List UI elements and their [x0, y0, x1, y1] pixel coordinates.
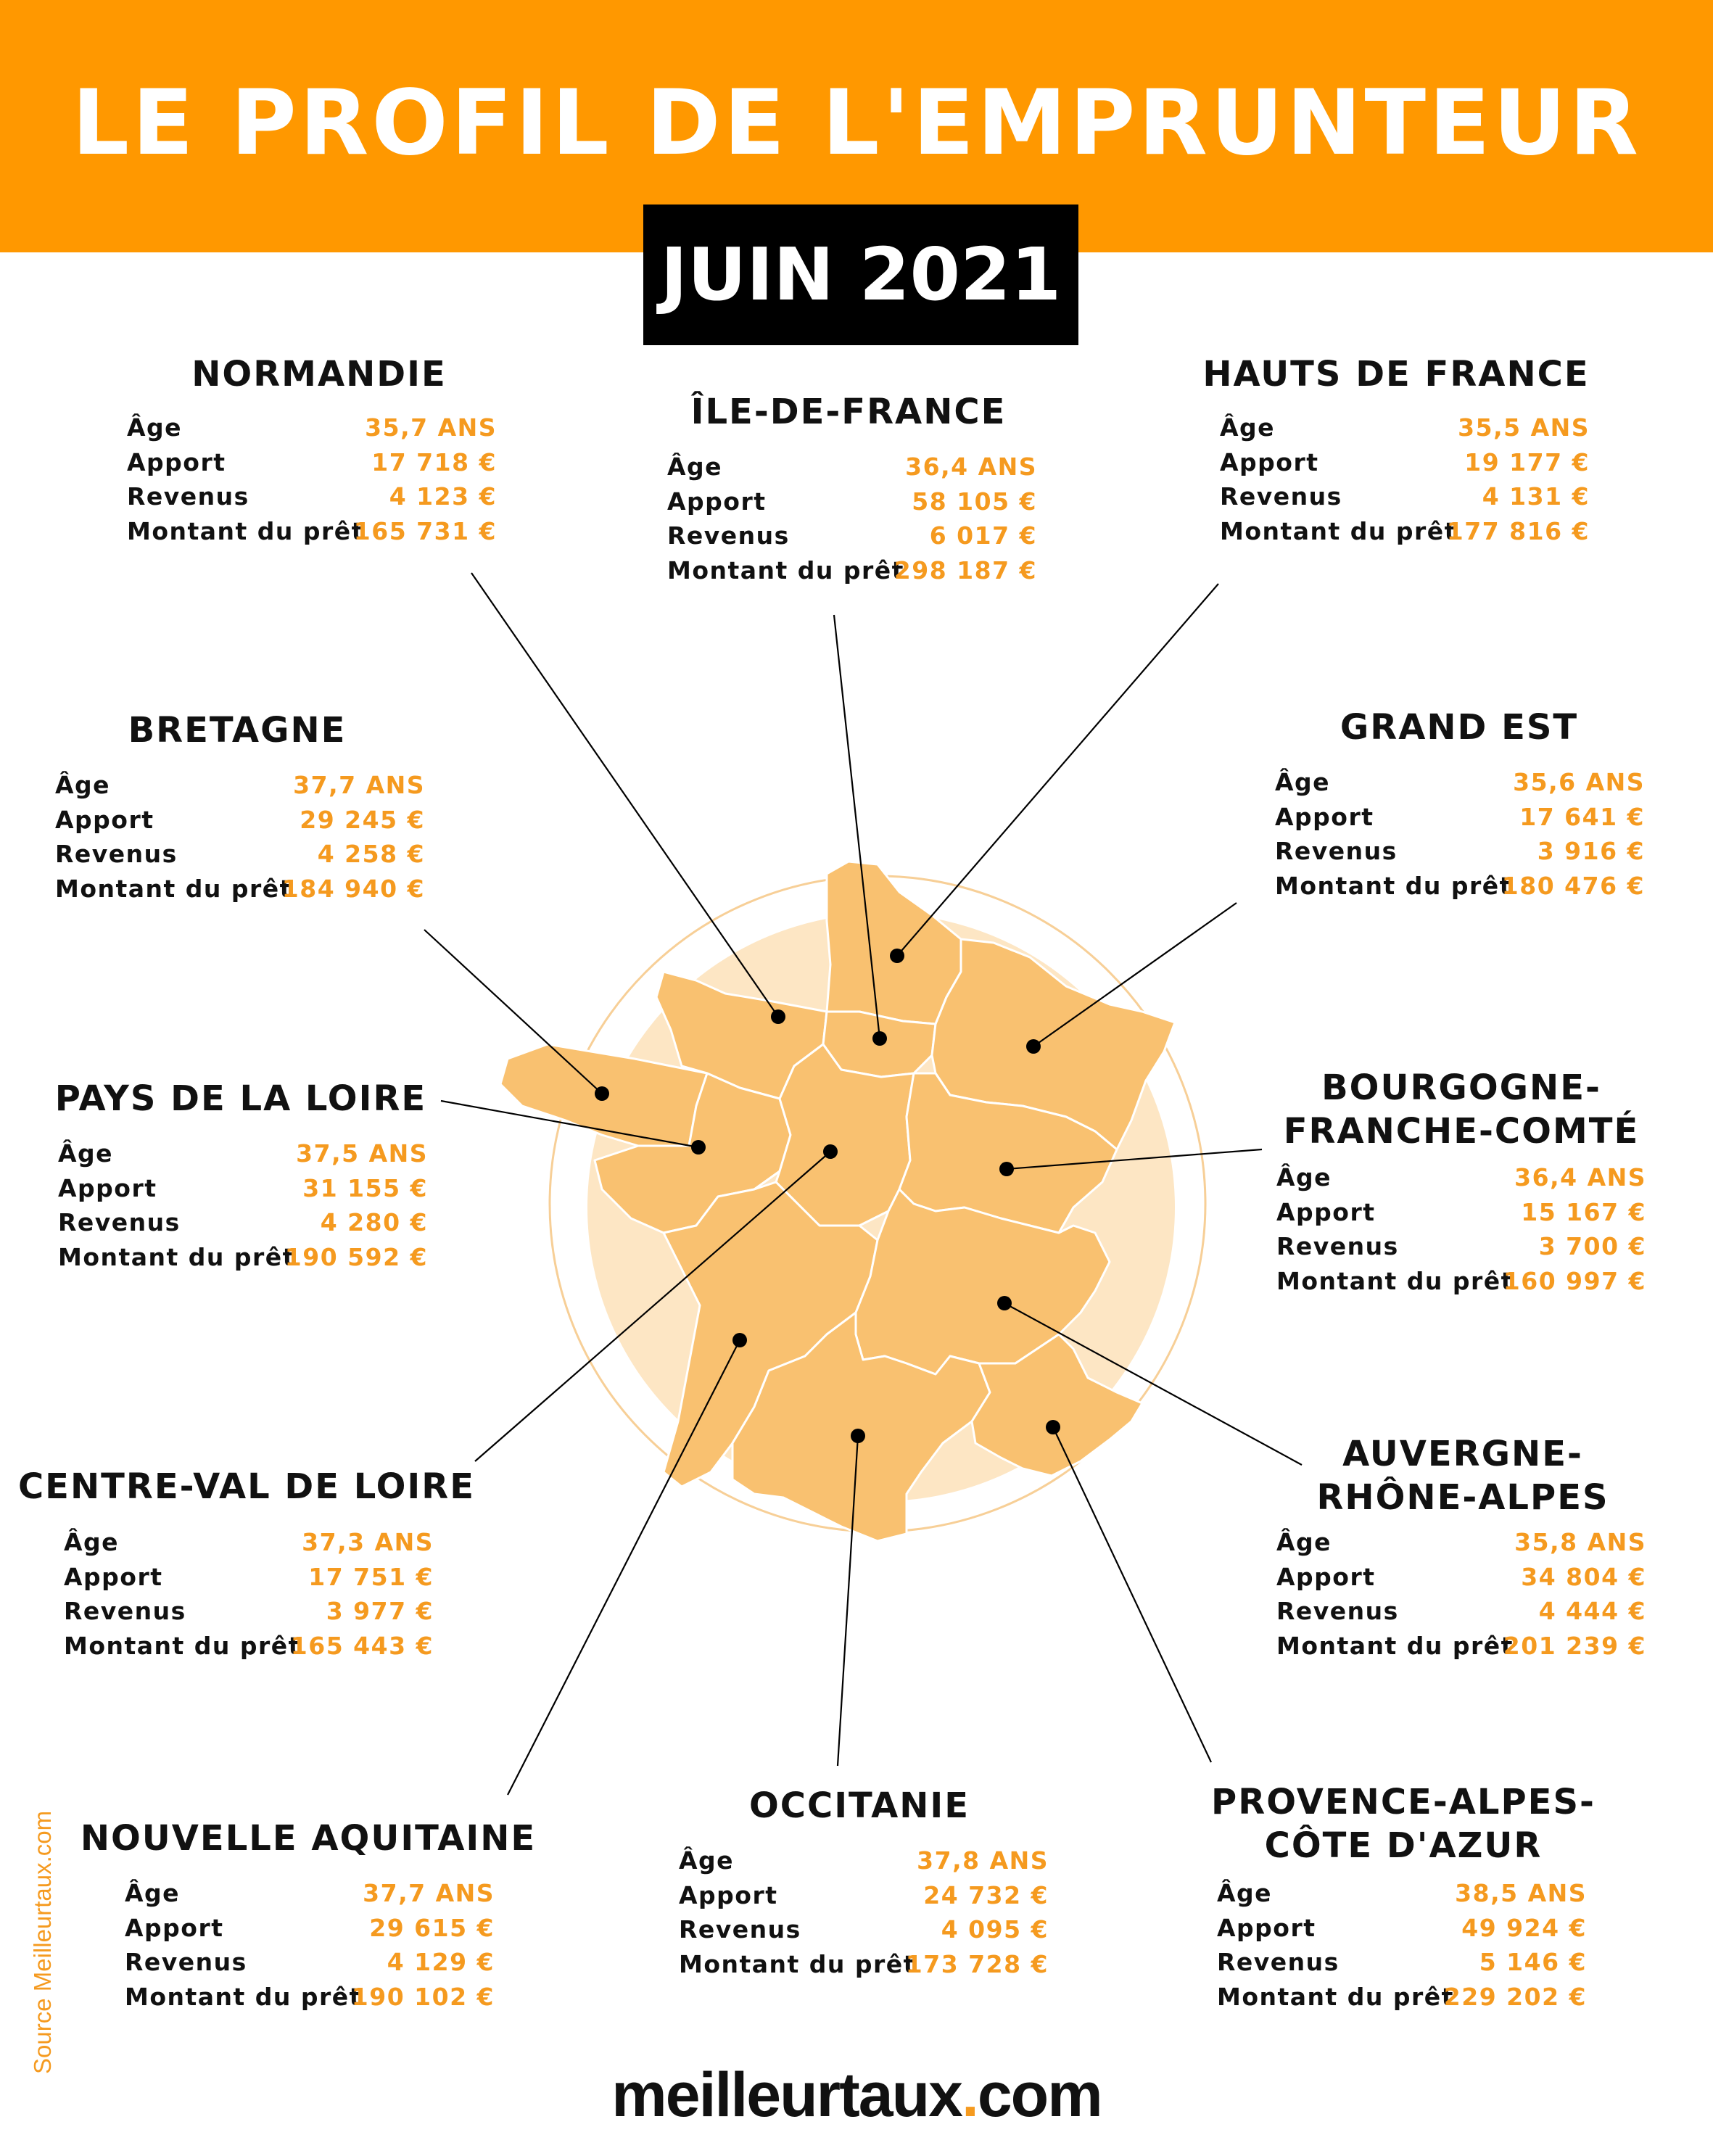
- stat-row-age: [1220, 413, 1590, 448]
- stat-label-revenus: Revenus: [679, 1915, 801, 1944]
- stat-label-revenus: Revenus: [1276, 1232, 1399, 1260]
- stat-label-age: Âge: [1217, 1879, 1273, 1907]
- stat-value-age: 35,5 ANS: [1458, 413, 1590, 442]
- region-title-normandie: NORMANDIE: [191, 354, 447, 395]
- stat-value-montant: 190 102 €: [351, 1982, 495, 2011]
- page-title: LE PROFIL DE L'EMPRUNTEUR: [72, 71, 1641, 175]
- stat-row-apport: [64, 1563, 434, 1598]
- stat-value-revenus: 4 131 €: [1482, 482, 1590, 511]
- stat-row-montant: [127, 517, 497, 552]
- region-title-auvergne-rhone-alpes: AUVERGNE- RHÔNE-ALPES: [1316, 1434, 1609, 1518]
- stat-value-age: 37,8 ANS: [917, 1846, 1049, 1875]
- stat-row-montant: [1217, 1983, 1587, 2017]
- stat-row-apport: [667, 487, 1037, 522]
- stat-value-montant: 165 731 €: [353, 516, 497, 545]
- map-marker-centre-val-de-loire[interactable]: [823, 1144, 838, 1159]
- stat-value-age: 37,7 ANS: [363, 1879, 495, 1907]
- stat-value-age: 36,4 ANS: [905, 453, 1037, 481]
- logo-dot: .: [961, 2060, 978, 2130]
- map-marker-provence-alpes-cote-dazur[interactable]: [1046, 1420, 1060, 1434]
- stat-label-revenus: Revenus: [667, 521, 790, 550]
- stat-row-revenus: [1276, 1597, 1646, 1632]
- stat-label-apport: Apport: [127, 447, 226, 476]
- stat-row-montant: [1275, 872, 1645, 906]
- stat-label-revenus: Revenus: [127, 482, 249, 511]
- stat-row-revenus: [1275, 837, 1645, 872]
- stat-label-montant: Montant du prêt: [64, 1631, 301, 1660]
- stat-value-age: 37,5 ANS: [296, 1139, 428, 1168]
- stat-row-revenus: [55, 840, 425, 875]
- stat-value-revenus: 3 916 €: [1537, 837, 1645, 865]
- region-title-provence-alpes-cote-dazur: PROVENCE-ALPES- CÔTE D'AZUR: [1211, 1782, 1596, 1866]
- stat-value-montant: 177 816 €: [1446, 516, 1590, 545]
- leader-line-provence-alpes-cote-dazur: [1053, 1427, 1211, 1762]
- leader-line-nouvelle-aquitaine: [508, 1340, 740, 1795]
- map-marker-bourgogne-franche-comte[interactable]: [999, 1162, 1014, 1176]
- stat-label-revenus: Revenus: [58, 1208, 181, 1236]
- stat-label-age: Âge: [679, 1846, 735, 1875]
- stat-row-montant: [1276, 1632, 1646, 1666]
- stat-row-age: [1217, 1879, 1587, 1914]
- region-stats-hauts-de-france: [1220, 413, 1590, 551]
- stat-label-apport: Apport: [1276, 1197, 1376, 1226]
- stat-value-age: 37,3 ANS: [302, 1528, 434, 1556]
- stat-row-age: [1276, 1163, 1646, 1198]
- stat-label-montant: Montant du prêt: [55, 874, 292, 903]
- stat-value-montant: 184 940 €: [281, 874, 425, 903]
- stat-row-montant: [679, 1950, 1049, 1985]
- stat-label-age: Âge: [1275, 768, 1331, 796]
- stat-label-montant: Montant du prêt: [1275, 871, 1512, 900]
- stat-value-revenus: 4 258 €: [317, 840, 425, 868]
- stat-label-montant: Montant du prêt: [125, 1982, 362, 2011]
- stat-row-apport: [679, 1881, 1049, 1916]
- stat-value-age: 36,4 ANS: [1514, 1163, 1646, 1191]
- region-shape-hauts-de-france[interactable]: [827, 862, 961, 1024]
- map-marker-normandie[interactable]: [771, 1009, 785, 1024]
- region-stats-bretagne: [55, 771, 425, 909]
- stat-label-montant: Montant du prêt: [1217, 1982, 1454, 2011]
- stat-value-age: 37,7 ANS: [293, 771, 425, 799]
- stat-row-apport: [1220, 448, 1590, 483]
- map-marker-ile-de-france[interactable]: [872, 1031, 887, 1046]
- stat-label-apport: Apport: [1275, 802, 1374, 831]
- stat-row-montant: [667, 556, 1037, 591]
- stat-row-revenus: [125, 1948, 495, 1983]
- stat-label-age: Âge: [1220, 413, 1276, 442]
- region-title-occitanie: OCCITANIE: [748, 1785, 970, 1826]
- stat-row-apport: [1275, 803, 1645, 838]
- stat-value-apport: 29 615 €: [369, 1913, 495, 1942]
- stat-row-revenus: [679, 1915, 1049, 1950]
- stat-value-apport: 15 167 €: [1521, 1197, 1646, 1226]
- map-marker-nouvelle-aquitaine[interactable]: [732, 1333, 747, 1347]
- region-stats-pays-de-la-loire: [58, 1139, 428, 1277]
- region-stats-provence-alpes-cote-dazur: [1217, 1879, 1587, 2017]
- stat-row-apport: [125, 1914, 495, 1949]
- stat-value-revenus: 5 146 €: [1479, 1948, 1587, 1976]
- stat-row-age: [1275, 768, 1645, 803]
- stat-value-revenus: 4 123 €: [389, 482, 497, 511]
- stat-value-montant: 180 476 €: [1501, 871, 1645, 900]
- region-title-centre-val-de-loire: CENTRE-VAL DE LOIRE: [17, 1466, 476, 1507]
- stat-value-apport: 49 924 €: [1461, 1913, 1587, 1942]
- logo-tld: com: [977, 2060, 1102, 2130]
- stat-row-age: [1276, 1528, 1646, 1563]
- region-stats-centre-val-de-loire: [64, 1528, 434, 1666]
- stat-value-age: 38,5 ANS: [1455, 1879, 1587, 1907]
- stat-value-montant: 229 202 €: [1443, 1982, 1587, 2011]
- region-title-bourgogne-franche-comte: BOURGOGNE- FRANCHE-COMTÉ: [1283, 1067, 1640, 1152]
- stat-value-apport: 17 751 €: [308, 1562, 434, 1591]
- stat-label-revenus: Revenus: [1275, 837, 1398, 865]
- source-credit: Source Meilleurtaux.com: [29, 1810, 56, 2074]
- region-stats-normandie: [127, 413, 497, 551]
- stat-row-age: [679, 1846, 1049, 1881]
- stat-row-apport: [58, 1174, 428, 1209]
- stat-value-apport: 19 177 €: [1464, 447, 1590, 476]
- stat-value-montant: 160 997 €: [1503, 1266, 1646, 1295]
- stat-value-apport: 58 105 €: [912, 487, 1037, 516]
- stat-row-montant: [1220, 517, 1590, 552]
- stat-row-age: [64, 1528, 434, 1563]
- stat-label-age: Âge: [1276, 1528, 1332, 1556]
- map-marker-bretagne[interactable]: [595, 1086, 609, 1101]
- leader-line-hauts-de-france: [897, 584, 1218, 956]
- stat-label-age: Âge: [1276, 1163, 1332, 1191]
- region-stats-nouvelle-aquitaine: [125, 1879, 495, 2017]
- stat-row-revenus: [127, 482, 497, 517]
- stat-row-apport: [1276, 1198, 1646, 1233]
- stat-value-apport: 17 718 €: [371, 447, 497, 476]
- region-title-bretagne: BRETAGNE: [128, 710, 347, 751]
- stat-value-apport: 24 732 €: [923, 1880, 1049, 1909]
- stat-label-age: Âge: [55, 771, 111, 799]
- stat-label-revenus: Revenus: [1276, 1597, 1399, 1625]
- stat-row-age: [667, 453, 1037, 487]
- stat-label-apport: Apport: [125, 1913, 224, 1942]
- region-stats-occitanie: [679, 1846, 1049, 1984]
- stat-row-revenus: [1220, 482, 1590, 517]
- stat-value-age: 35,6 ANS: [1513, 768, 1645, 796]
- stat-row-montant: [64, 1632, 434, 1666]
- stat-label-apport: Apport: [1276, 1562, 1376, 1591]
- stat-label-revenus: Revenus: [1217, 1948, 1340, 1976]
- stat-label-revenus: Revenus: [1220, 482, 1342, 511]
- stat-label-montant: Montant du prêt: [127, 516, 364, 545]
- region-title-hauts-de-france: HAUTS DE FRANCE: [1202, 354, 1590, 395]
- stat-value-revenus: 3 700 €: [1538, 1232, 1646, 1260]
- stat-row-montant: [58, 1243, 428, 1278]
- stat-label-revenus: Revenus: [125, 1948, 247, 1976]
- stat-label-montant: Montant du prêt: [667, 555, 904, 585]
- region-title-grand-est: GRAND EST: [1340, 707, 1579, 748]
- stat-label-revenus: Revenus: [64, 1597, 186, 1625]
- stat-label-apport: Apport: [55, 805, 154, 834]
- stat-row-revenus: [1217, 1948, 1587, 1983]
- stat-value-revenus: 6 017 €: [929, 521, 1037, 550]
- stat-value-revenus: 4 095 €: [941, 1915, 1049, 1944]
- stat-row-revenus: [58, 1208, 428, 1243]
- stat-row-montant: [1276, 1267, 1646, 1302]
- stat-row-montant: [55, 875, 425, 909]
- stat-value-age: 35,7 ANS: [365, 413, 497, 442]
- stat-value-apport: 31 155 €: [302, 1173, 428, 1202]
- stat-value-apport: 29 245 €: [300, 805, 425, 834]
- stat-row-apport: [1276, 1563, 1646, 1598]
- stat-label-age: Âge: [667, 453, 723, 481]
- stat-row-age: [55, 771, 425, 806]
- stat-value-montant: 201 239 €: [1503, 1631, 1646, 1660]
- stat-row-apport: [55, 806, 425, 840]
- stat-row-apport: [127, 448, 497, 483]
- map-marker-grand-est[interactable]: [1026, 1039, 1041, 1054]
- stat-value-age: 35,8 ANS: [1514, 1528, 1646, 1556]
- stat-value-revenus: 4 444 €: [1538, 1597, 1646, 1625]
- stat-label-montant: Montant du prêt: [58, 1242, 295, 1271]
- stat-value-apport: 17 641 €: [1519, 802, 1645, 831]
- stat-value-revenus: 4 129 €: [387, 1948, 495, 1976]
- stat-label-montant: Montant du prêt: [1276, 1266, 1514, 1295]
- region-stats-grand-est: [1275, 768, 1645, 906]
- stat-row-revenus: [1276, 1232, 1646, 1267]
- stat-label-montant: Montant du prêt: [679, 1949, 916, 1978]
- stat-value-montant: 173 728 €: [905, 1949, 1049, 1978]
- region-title-ile-de-france: ÎLE-DE-FRANCE: [690, 392, 1007, 432]
- region-stats-bourgogne-franche-comte: [1276, 1163, 1646, 1301]
- stat-label-apport: Apport: [667, 487, 767, 516]
- brand-logo[interactable]: [0, 2060, 1713, 2131]
- stat-row-age: [125, 1879, 495, 1914]
- date-badge: JUIN 2021: [643, 205, 1078, 345]
- stat-row-montant: [125, 1983, 495, 2017]
- map-marker-pays-de-la-loire[interactable]: [691, 1140, 706, 1155]
- stat-row-apport: [1217, 1914, 1587, 1949]
- stat-row-age: [127, 413, 497, 448]
- stat-value-revenus: 4 280 €: [320, 1208, 428, 1236]
- stat-label-apport: Apport: [679, 1880, 778, 1909]
- stat-row-revenus: [667, 521, 1037, 556]
- stat-value-montant: 298 187 €: [893, 555, 1037, 585]
- stat-value-montant: 165 443 €: [290, 1631, 434, 1660]
- stat-label-montant: Montant du prêt: [1220, 516, 1457, 545]
- stat-label-age: Âge: [127, 413, 183, 442]
- stat-label-apport: Apport: [1217, 1913, 1316, 1942]
- logo-main: meilleurtaux: [611, 2060, 962, 2130]
- map-marker-occitanie[interactable]: [851, 1429, 865, 1443]
- stat-row-revenus: [64, 1597, 434, 1632]
- stat-label-apport: Apport: [58, 1173, 157, 1202]
- region-stats-auvergne-rhone-alpes: [1276, 1528, 1646, 1666]
- stat-label-age: Âge: [64, 1528, 120, 1556]
- stat-label-montant: Montant du prêt: [1276, 1631, 1514, 1660]
- stat-label-age: Âge: [58, 1139, 114, 1168]
- stat-label-revenus: Revenus: [55, 840, 178, 868]
- stat-value-apport: 34 804 €: [1521, 1562, 1646, 1591]
- stat-value-revenus: 3 977 €: [326, 1597, 434, 1625]
- region-title-nouvelle-aquitaine: NOUVELLE AQUITAINE: [80, 1818, 537, 1859]
- map-marker-auvergne-rhone-alpes[interactable]: [997, 1296, 1012, 1310]
- stat-label-apport: Apport: [64, 1562, 163, 1591]
- region-stats-ile-de-france: [667, 453, 1037, 590]
- stat-value-montant: 190 592 €: [284, 1242, 428, 1271]
- map-marker-hauts-de-france[interactable]: [890, 949, 904, 963]
- region-title-pays-de-la-loire: PAYS DE LA LOIRE: [54, 1078, 427, 1119]
- stat-label-apport: Apport: [1220, 447, 1319, 476]
- leader-line-normandie: [471, 573, 778, 1017]
- stat-label-age: Âge: [125, 1879, 181, 1907]
- stat-row-age: [58, 1139, 428, 1174]
